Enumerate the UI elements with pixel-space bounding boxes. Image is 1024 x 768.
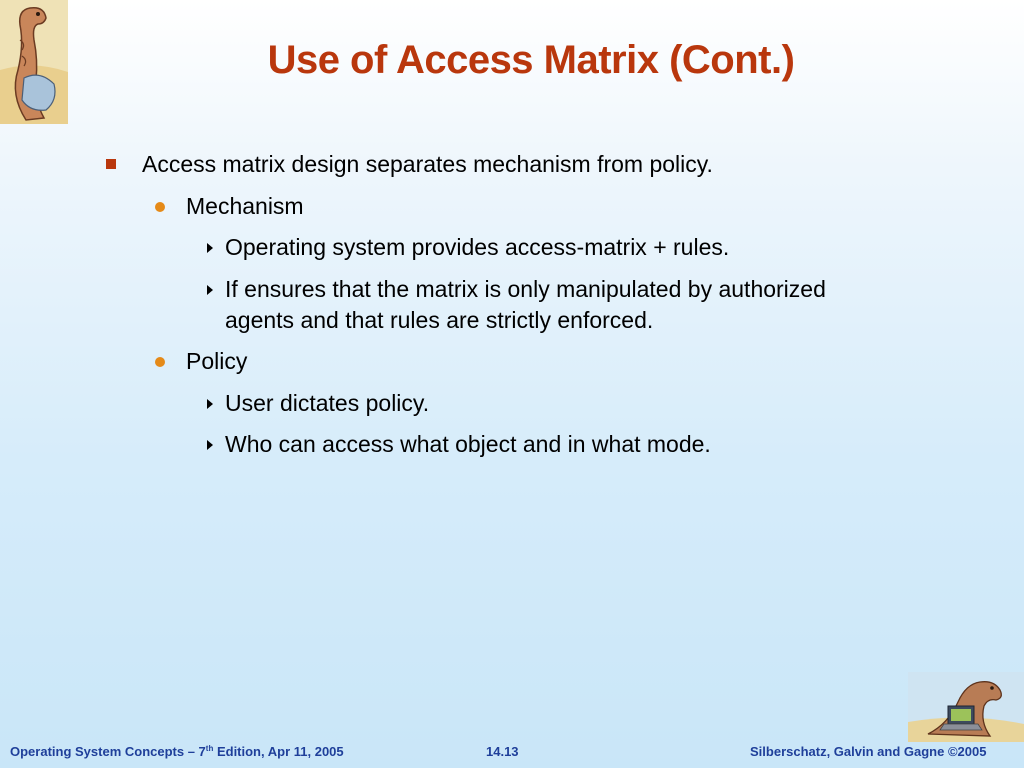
footer-course-info	[10, 744, 344, 759]
dot-bullet-icon	[155, 357, 165, 367]
footer-copyright: Silberschatz, Galvin and Gagne ©2005	[750, 744, 987, 759]
dot-bullet-icon	[155, 202, 165, 212]
bullet-os-provides: Operating system provides access-matrix + rules.	[225, 234, 730, 260]
footer-page-number: 14.13	[486, 744, 519, 759]
bullet-user-dictates: User dictates policy.	[225, 390, 430, 416]
square-bullet-icon	[106, 159, 116, 169]
slide-title: Use of Access Matrix (Cont.)	[267, 38, 795, 82]
footer-left-sup: th	[205, 744, 214, 753]
footer-left-suffix: Edition, Apr 11, 2005	[213, 744, 344, 759]
footer-left-prefix: Operating System Concepts – 7	[10, 744, 206, 759]
dinosaur-laptop-icon	[908, 672, 1024, 742]
bullet-ensures-line2: agents and that rules are strictly enforced.	[225, 307, 654, 333]
dinosaur-logo-bottom	[908, 672, 1024, 742]
triangle-bullet-icon	[207, 440, 213, 450]
bullet-who-can-access: Who can access what object and in what mode.	[225, 431, 711, 457]
triangle-bullet-icon	[207, 399, 213, 409]
bullet-access-matrix-design: Access matrix design separates mechanism from policy.	[142, 151, 713, 177]
triangle-bullet-icon	[207, 285, 213, 295]
bullet-ensures-line1: If ensures that the matrix is only manipulated by authorized	[225, 276, 826, 302]
bullet-policy: Policy	[186, 348, 248, 374]
triangle-bullet-icon	[207, 243, 213, 253]
bullet-mechanism: Mechanism	[186, 193, 304, 219]
